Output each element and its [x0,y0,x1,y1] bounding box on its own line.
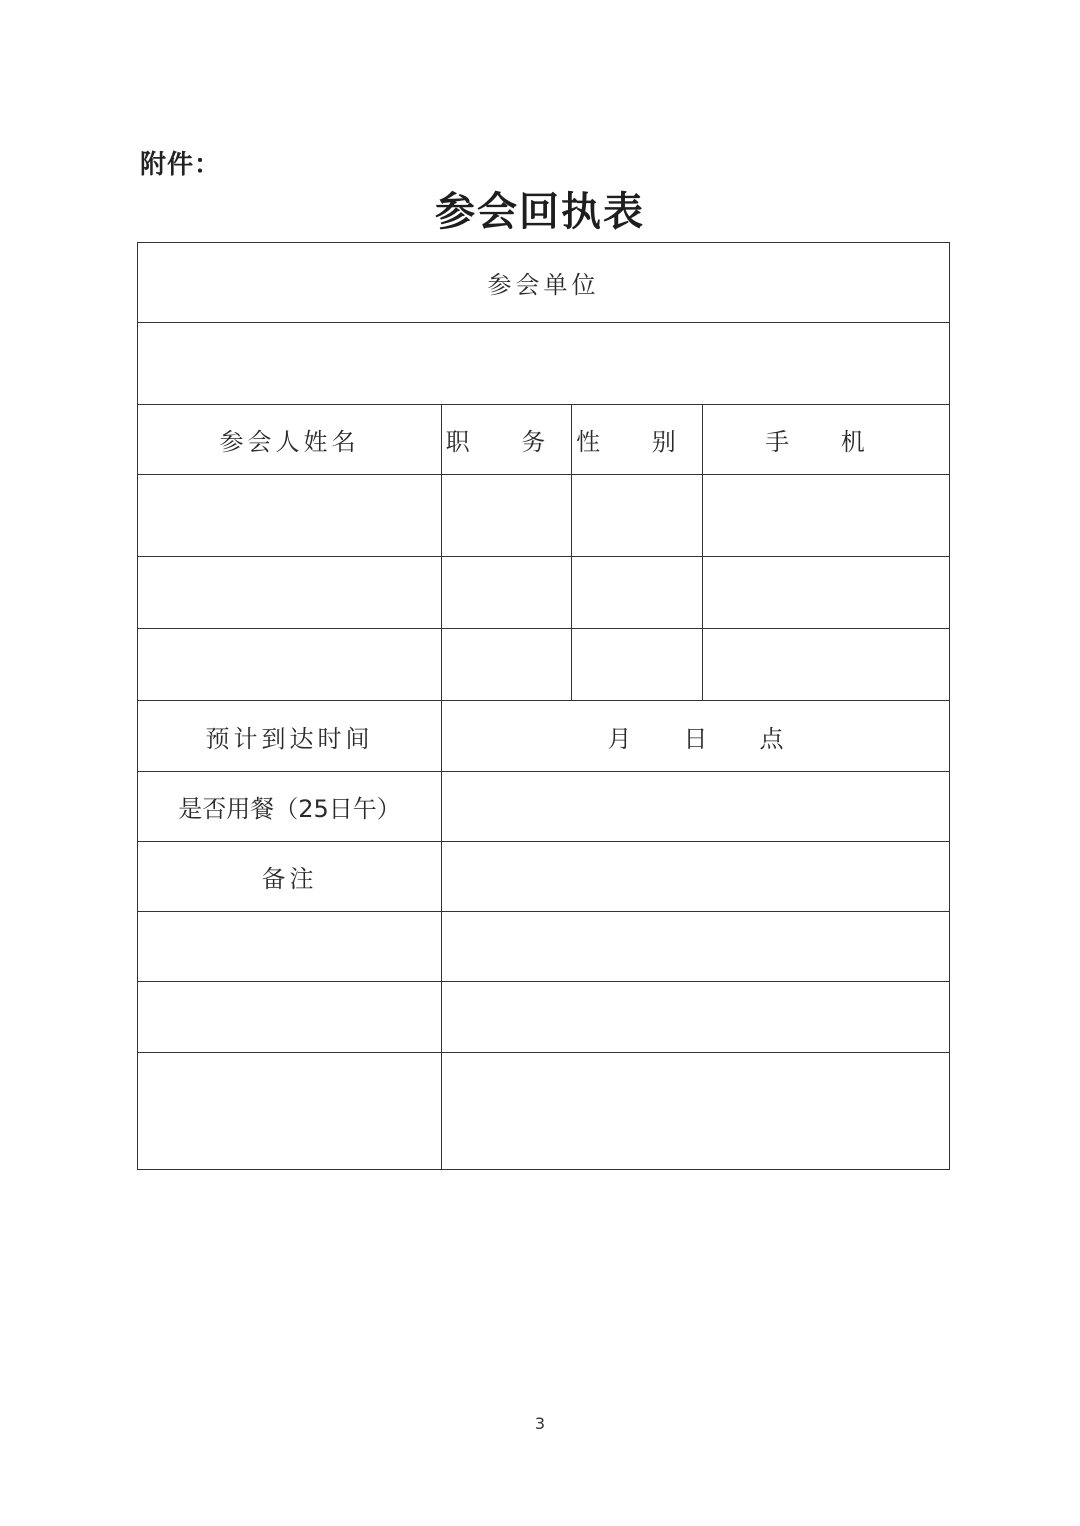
blank-cell[interactable] [138,912,442,982]
attendee-row [138,629,950,701]
arrival-hour-label: 点 [759,724,784,753]
attachment-label: 附件： [140,150,222,180]
attendee-position-cell[interactable] [442,475,572,557]
remark-input-cell[interactable] [442,842,950,912]
attendee-phone-cell[interactable] [703,629,950,701]
blank-cell[interactable] [442,982,950,1053]
attendee-row [138,475,950,557]
arrival-time-label: 预计到达时间 [138,701,442,772]
unit-input-cell[interactable] [138,323,950,405]
form-title: 参会回执表 [435,189,645,235]
attendee-row [138,557,950,629]
blank-cell[interactable] [442,1053,950,1170]
attendee-gender-cell[interactable] [572,629,703,701]
registration-form-table [137,242,950,1170]
column-header-position: 职 务 [442,405,572,475]
arrival-day-label: 日 [683,724,708,753]
attendee-name-cell[interactable] [138,557,442,629]
column-header-phone: 手 机 [703,405,950,475]
blank-cell[interactable] [138,1053,442,1170]
attendee-gender-cell[interactable] [572,475,703,557]
arrival-month-label: 月 [607,724,632,753]
unit-label: 参会单位 [138,243,950,323]
meal-label: 是否用餐（25日午） [138,772,442,842]
attendee-position-cell[interactable] [442,557,572,629]
column-header-gender: 性 别 [572,405,703,475]
arrival-time-cell[interactable] [442,701,950,772]
attendee-gender-cell[interactable] [572,557,703,629]
attendee-name-cell[interactable] [138,629,442,701]
blank-cell[interactable] [442,912,950,982]
attendee-position-cell[interactable] [442,629,572,701]
remark-label: 备注 [138,842,442,912]
attendee-phone-cell[interactable] [703,557,950,629]
meal-input-cell[interactable] [442,772,950,842]
blank-cell[interactable] [138,982,442,1053]
page-number: 3 [534,1414,546,1433]
column-header-name: 参会人姓名 [138,405,442,475]
attendee-phone-cell[interactable] [703,475,950,557]
attendee-name-cell[interactable] [138,475,442,557]
